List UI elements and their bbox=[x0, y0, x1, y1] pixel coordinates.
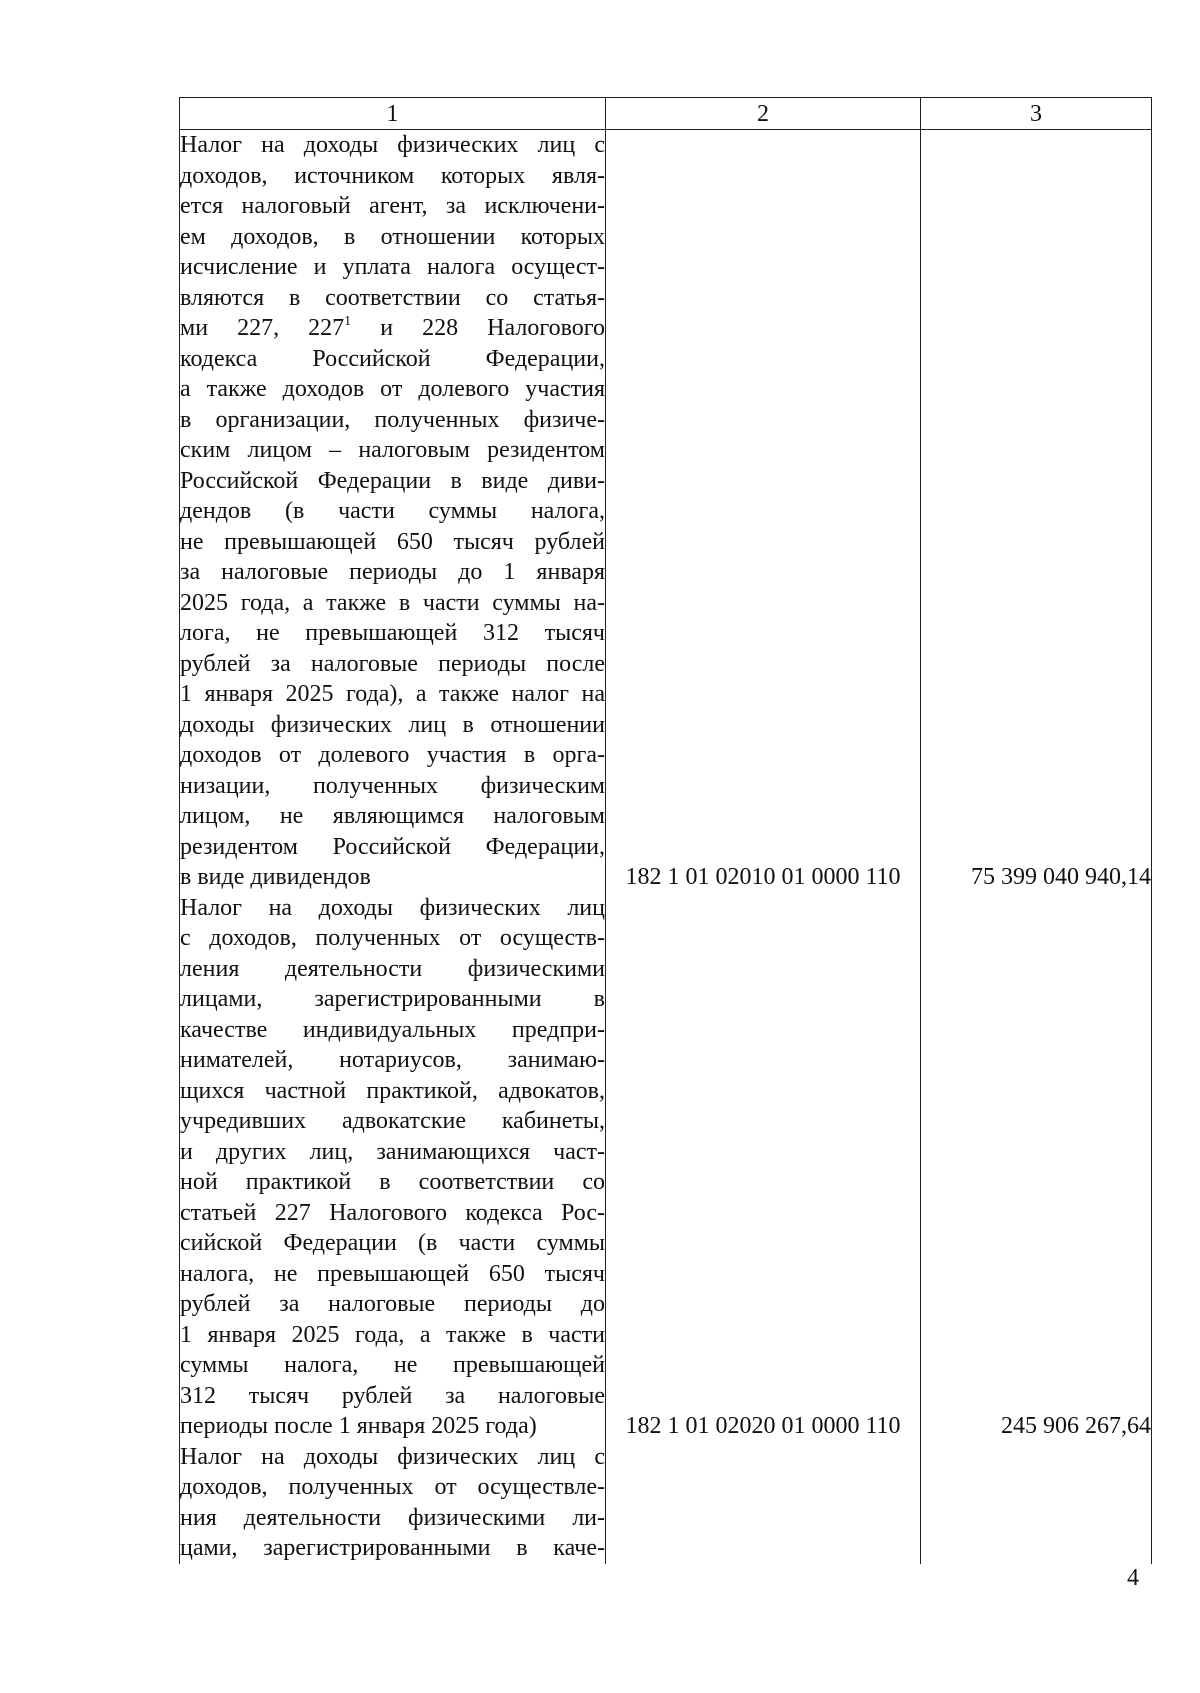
desc-line: 2025 года, а также в части суммы на- bbox=[180, 589, 605, 616]
table-row bbox=[180, 130, 1152, 893]
desc-line: Налог на доходы физических лиц bbox=[180, 894, 605, 921]
column-header-1: 1 bbox=[180, 98, 606, 130]
desc-line: за налоговые периоды до 1 января bbox=[180, 559, 605, 585]
budget-table bbox=[179, 97, 1152, 1564]
desc-line: резидентом Российской Федерации, bbox=[180, 833, 605, 860]
desc-line: доходов, источником которых явля- bbox=[180, 162, 605, 189]
row-2-description bbox=[180, 893, 606, 1442]
desc-line: статьей 227 Налогового кодекса Рос- bbox=[180, 1199, 605, 1226]
desc-line: 312 тысяч рублей за налоговые bbox=[180, 1382, 605, 1409]
desc-line: ским лицом – налоговым резидентом bbox=[180, 437, 605, 463]
desc-line: исчисление и уплата налога осущест- bbox=[180, 254, 605, 280]
desc-line: ется налоговый агент, за исключени- bbox=[180, 193, 605, 219]
desc-line: вляются в соответствии со статья- bbox=[180, 284, 605, 311]
row-3-description bbox=[180, 1442, 606, 1564]
desc-line: в виде дивидендов bbox=[180, 864, 371, 890]
desc-line: Российской Федерации в виде диви- bbox=[180, 467, 605, 494]
row-1-description bbox=[180, 130, 606, 893]
desc-line: доходов от долевого участия в орга- bbox=[180, 742, 605, 768]
table-row bbox=[180, 1442, 1152, 1564]
desc-line: доходы физических лиц в отношении bbox=[180, 711, 605, 738]
desc-line: не превышающей 650 тысяч рублей bbox=[180, 528, 605, 555]
desc-line: щихся частной практикой, адвокатов, bbox=[180, 1077, 605, 1104]
desc-line: ем доходов, в отношении которых bbox=[180, 223, 605, 250]
row-2-code: 182 1 01 02020 01 0000 110 bbox=[606, 893, 921, 1442]
desc-line-start: ми 227, 227 bbox=[180, 315, 345, 341]
desc-line: лицами, зарегистрированными в bbox=[180, 986, 605, 1012]
desc-line: рублей за налоговые периоды до bbox=[180, 1291, 605, 1317]
desc-line: цами, зарегистрированными в каче- bbox=[180, 1535, 605, 1561]
desc-line: доходов, полученных от осуществле- bbox=[180, 1474, 605, 1500]
desc-line: ния деятельности физическими ли- bbox=[180, 1504, 605, 1531]
desc-line: с доходов, полученных от осуществ- bbox=[180, 925, 605, 951]
desc-line: лога, не превышающей 312 тысяч bbox=[180, 620, 605, 646]
desc-line: ной практикой в соответствии со bbox=[180, 1169, 605, 1195]
superscript: 1 bbox=[344, 314, 352, 329]
desc-line: в организации, полученных физиче- bbox=[180, 406, 605, 433]
desc-line: кодекса Российской Федерации, bbox=[180, 345, 605, 372]
desc-line: суммы налога, не превышающей bbox=[180, 1352, 605, 1378]
desc-line: а также доходов от долевого участия bbox=[180, 376, 605, 402]
desc-line: лицом, не являющимся налоговым bbox=[180, 803, 605, 829]
row-2-amount: 245 906 267,64 bbox=[921, 893, 1152, 1442]
desc-line: низации, полученных физическим bbox=[180, 772, 605, 799]
desc-line: Налог на доходы физических лиц с bbox=[180, 132, 605, 158]
row-1-amount: 75 399 040 940,14 bbox=[921, 130, 1152, 893]
table-row bbox=[180, 893, 1152, 1442]
desc-line: нимателей, нотариусов, занимаю- bbox=[180, 1047, 605, 1073]
row-1-code: 182 1 01 02010 01 0000 110 bbox=[606, 130, 921, 893]
desc-line: Налог на доходы физических лиц с bbox=[180, 1443, 605, 1470]
page-number: 4 bbox=[1127, 1565, 1139, 1591]
table-header-row bbox=[180, 98, 1152, 130]
desc-line: учредивших адвокатские кабинеты, bbox=[180, 1108, 605, 1134]
desc-line: дендов (в части суммы налога, bbox=[180, 498, 605, 524]
row-3-code bbox=[606, 1442, 921, 1564]
desc-line: периоды после 1 января 2025 года) bbox=[180, 1413, 537, 1439]
row-3-amount bbox=[921, 1442, 1152, 1564]
desc-line: сийской Федерации (в части суммы bbox=[180, 1230, 605, 1256]
desc-line bbox=[180, 313, 605, 344]
desc-line: ления деятельности физическими bbox=[180, 955, 605, 982]
desc-line: 1 января 2025 года, а также в части bbox=[180, 1321, 605, 1348]
desc-line: налога, не превышающей 650 тысяч bbox=[180, 1260, 605, 1287]
desc-line-end: и 228 Налогового bbox=[351, 315, 606, 341]
desc-line: рублей за налоговые периоды после bbox=[180, 650, 605, 677]
desc-line: качестве индивидуальных предпри- bbox=[180, 1016, 605, 1043]
desc-line: 1 января 2025 года), а также налог на bbox=[180, 681, 605, 707]
desc-line: и других лиц, занимающихся част- bbox=[180, 1138, 605, 1165]
column-header-3: 3 bbox=[921, 98, 1152, 130]
column-header-2: 2 bbox=[606, 98, 921, 130]
